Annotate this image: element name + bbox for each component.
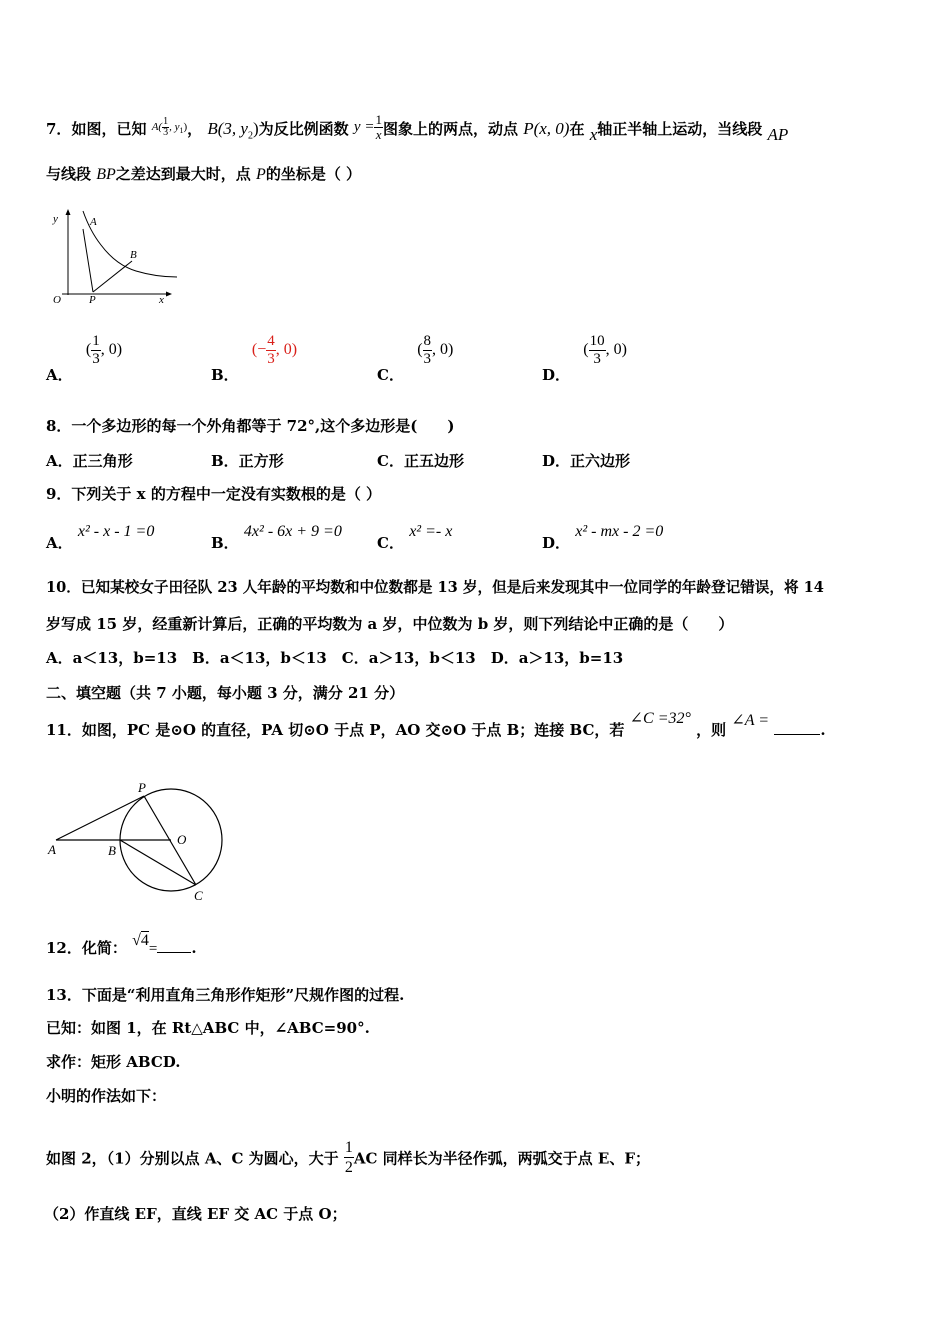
q7-point-p: P(x, 0) (523, 118, 570, 138)
q10-line2: 岁写成 15 岁，经重新计算后，正确的平均数为 a 岁，中位数为 b 岁，则下列结论中正确的是（ ） (46, 615, 734, 633)
q7-a-open: ( (85, 341, 92, 359)
q7-text-3: 图象上的两点，动点 (382, 119, 518, 138)
q7-line1 (46, 112, 789, 146)
q7-point-a (151, 115, 188, 138)
q7-b-label: B(3, y (207, 118, 248, 138)
q13-line5-a: 如图 2，（1）分别以点 A、C 为圆心，大于 (46, 1149, 339, 1168)
q7-fig-y-label: y (53, 213, 58, 225)
q7-a-sub: 1 (179, 126, 184, 136)
q7-option-b-d: 3 (267, 351, 275, 367)
q7-option-c-value (417, 333, 454, 367)
q7-func-d: x (375, 127, 382, 142)
q12-sqrt (132, 932, 149, 949)
q7-option-c-n: 8 (423, 333, 432, 349)
q12-question (46, 932, 197, 959)
q10-options[interactable]: A．a＜13，b=13 B．a＜13，b＜13 C．a＞13，b＜13 D．a＞13，b=13 (46, 649, 624, 667)
q11-then: ，则 (696, 721, 727, 739)
q7-option-b-value (251, 333, 298, 367)
q12-eq: = (148, 941, 158, 957)
q7-option-c-d: 3 (423, 351, 432, 367)
q7-option-a-value (85, 333, 123, 367)
q7-x-var: x (589, 124, 598, 144)
q13-frac-d: 2 (344, 1159, 353, 1176)
q7-option-a-n: 1 (92, 333, 100, 349)
q7-b-open: ( (251, 341, 258, 359)
q9-option-a[interactable] (46, 520, 155, 552)
q7-c-close-paren: , 0) (432, 341, 454, 359)
q8-option-c[interactable]: C．正五边形 (377, 452, 464, 470)
q7-text-5: 轴正半轴上运动，当线段 (597, 119, 763, 138)
q7-d-open: ( (583, 341, 589, 359)
q7-a-close-paren: , 0) (100, 341, 123, 359)
q7-option-d-frac (589, 333, 606, 368)
q7-option-d-label: D． (542, 366, 571, 385)
q7-option-c-frac (423, 333, 433, 368)
q7-c-open: ( (417, 341, 423, 359)
q9-question: 9．下列关于 x 的方程中一定没有实数根的是（ ） (46, 485, 382, 503)
q7-b-close: ) (252, 118, 259, 138)
q7-p: P (256, 166, 266, 183)
q13-frac-n: 1 (344, 1139, 353, 1156)
q11-fig-c-label: C (194, 888, 203, 903)
q11-fig-a-label: A (48, 842, 56, 857)
q7-bp: BP (96, 166, 116, 183)
q7-option-a[interactable] (46, 333, 123, 385)
q12-radicand: 4 (140, 932, 149, 949)
q7-option-d[interactable] (542, 333, 627, 385)
q7-fig-a-label: A (90, 216, 97, 228)
q13-line1: 13．下面是“利用直角三角形作矩形”尺规作图的过程. (46, 986, 405, 1004)
q7-func-frac (374, 113, 383, 142)
q7-text-4: 在 (569, 119, 585, 138)
q11-angle-a: ∠A = (731, 712, 770, 729)
q9-option-c[interactable] (377, 520, 453, 552)
q11-fig-p-label: P (138, 780, 146, 795)
q13-line2: 已知：如图 1，在 Rt△ABC 中，∠ABC=90°. (46, 1019, 370, 1037)
q13-line3: 求作：矩形 ABCD. (46, 1053, 181, 1071)
q13-line4: 小明的作法如下： (46, 1087, 167, 1105)
q7-a-label: A( (151, 120, 163, 133)
q11-question (46, 710, 826, 741)
q7-option-c-label: C． (377, 366, 404, 385)
q7-fig-p-label: P (89, 294, 96, 306)
q11-fig-b-label: B (108, 843, 116, 858)
q7-fig-o-label: O (53, 294, 61, 306)
q7-ap: AP (767, 124, 789, 144)
q7-number: 7． (46, 119, 72, 138)
q7-fig-b-label: B (130, 249, 137, 261)
q7-text-2: 为反比例函数 (258, 119, 349, 138)
q9-option-a-eq: x² - x - 1 =0 (77, 523, 155, 540)
q7-a-frac-n: 1 (163, 115, 169, 127)
q7-text-8: 的坐标是（ ） (265, 165, 362, 183)
q9-option-b-eq: 4x² - 6x + 9 =0 (243, 523, 342, 540)
section-2-heading: 二、填空题（共 7 小题，每小题 3 分，满分 21 分） (46, 684, 405, 702)
q11-figure (44, 778, 244, 906)
q7-func-n: 1 (375, 112, 382, 127)
q7-point-b (207, 118, 259, 142)
q12-answer-blank[interactable] (157, 938, 191, 953)
q7-figure (46, 205, 186, 310)
q11-answer-blank[interactable] (774, 720, 820, 735)
q7-text-7: 之差达到最大时，点 (115, 165, 251, 183)
q12-end: . (191, 939, 197, 957)
q7-option-d-d: 3 (593, 351, 601, 367)
q9-option-d[interactable] (542, 520, 664, 552)
q7-option-b[interactable] (211, 333, 298, 385)
q13-half-frac (344, 1138, 354, 1177)
q9-option-c-label: C． (377, 534, 404, 552)
q7-text-1: 如图，已知 (71, 119, 147, 138)
q9-option-d-label: D． (542, 534, 571, 552)
q11-fig-o-label: O (177, 832, 187, 847)
q9-option-b[interactable] (211, 520, 342, 552)
q11-end: . (820, 721, 826, 739)
q7-a-frac-d: 3 (163, 126, 169, 138)
q9-option-a-label: A． (46, 534, 73, 552)
q9-option-b-label: B． (211, 534, 239, 552)
q7-option-b-n: 4 (267, 333, 275, 349)
q7-option-a-d: 3 (92, 351, 100, 367)
q8-question: 8．一个多边形的每一个外角都等于 72°,这个多边形是( ) (46, 417, 455, 435)
q7-option-a-label: A． (46, 366, 73, 385)
q12-sqrt-sign: √ (132, 932, 141, 949)
q12-text: 12．化简： (46, 939, 127, 957)
q7-func-y: y = (353, 118, 375, 135)
q7-comma: ， (187, 119, 203, 138)
q7-b-sub: 2 (247, 130, 253, 142)
q7-fig-x-label: x (159, 294, 164, 306)
q7-line2 (46, 164, 361, 185)
q7-option-b-neg: − (257, 341, 267, 359)
q7-option-a-frac (91, 333, 101, 368)
q7-option-b-label: B． (211, 366, 239, 385)
q13-line5 (46, 1140, 650, 1179)
q7-text-6: 与线段 (46, 165, 92, 183)
q7-b-close-paren: , 0) (275, 341, 298, 359)
q11-text: 11．如图，PC 是⊙O 的直径，PA 切⊙O 于点 P，AO 交⊙O 于点 B；连接 BC，若 (46, 721, 625, 739)
q11-angle-c: ∠C =32° (629, 710, 691, 727)
q7-option-d-n: 10 (589, 333, 605, 349)
q7-d-close-paren: , 0) (605, 341, 627, 359)
q9-option-c-eq: x² =- x (409, 523, 453, 540)
q10-line1: 10．已知某校女子田径队 23 人年龄的平均数和中位数都是 13 岁，但是后来发现其中一位同学的年龄登记错误，将 14 (46, 579, 824, 596)
q13-line5-b: AC 同样长为半径作弧，两弧交于点 E、F； (353, 1149, 650, 1168)
q7-option-c[interactable] (377, 333, 454, 385)
q8-option-d[interactable]: D．正六边形 (542, 452, 631, 470)
q8-option-a[interactable]: A．正三角形 (46, 452, 133, 470)
q7-option-b-frac (266, 333, 276, 368)
q7-function (353, 112, 383, 142)
q8-option-b[interactable]: B．正方形 (211, 452, 284, 470)
q13-line6: （2）作直线 EF，直线 EF 交 AC 于点 O； (44, 1205, 347, 1223)
q9-option-d-eq: x² - mx - 2 =0 (575, 523, 664, 540)
q7-a-close: ) (183, 120, 188, 133)
q7-option-d-value (583, 333, 627, 367)
q7-a-y: , y (169, 120, 180, 133)
